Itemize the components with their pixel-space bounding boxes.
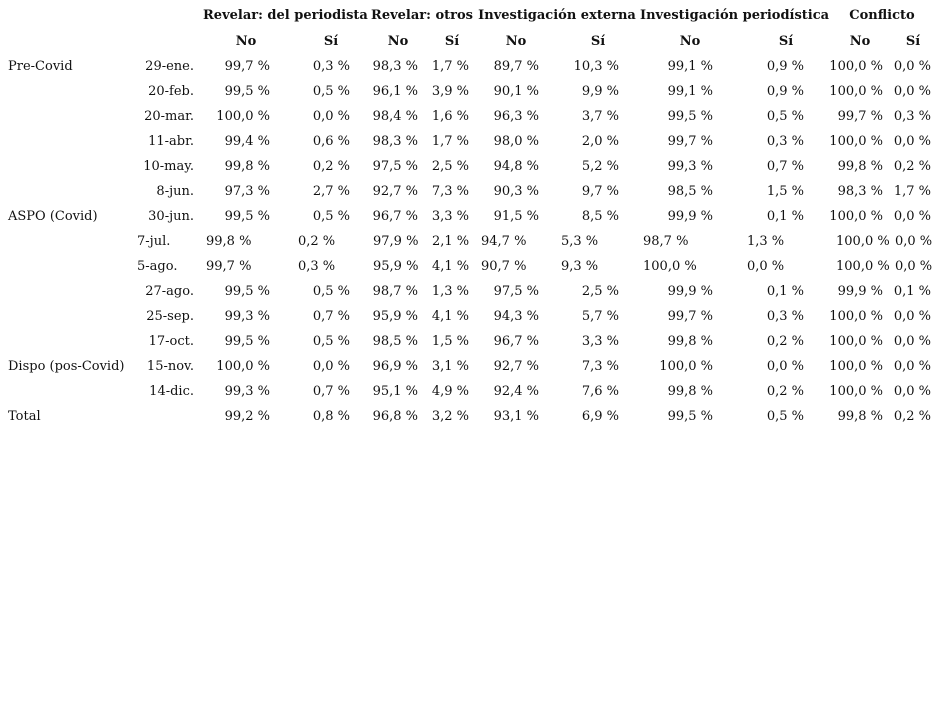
cell-investigacion-externa-si: 2,0 % — [581, 134, 619, 149]
cell-revelar-otros-si: 1,7 % — [431, 59, 469, 74]
cell-revelar-periodista-no: 100,0 % — [216, 109, 270, 124]
cell-revelar-otros-si: 3,2 % — [431, 409, 469, 424]
group-header-revelar-otros: Revelar: otros — [371, 8, 473, 23]
cell-revelar-otros-no: 96,1 % — [372, 84, 418, 99]
date-label: 20-feb. — [148, 84, 194, 99]
cell-conflicto-no: 100,0 % — [829, 359, 883, 374]
cell-investigacion-externa-si: 10,3 % — [573, 59, 619, 74]
cell-conflicto-si: 0,3 % — [893, 109, 931, 124]
table-row — [0, 384, 938, 406]
cell-investigacion-externa-si: 5,3 % — [561, 234, 599, 249]
cell-revelar-otros-si: 7,3 % — [431, 184, 469, 199]
cell-revelar-otros-no: 96,7 % — [372, 209, 418, 224]
cell-revelar-periodista-no: 97,3 % — [224, 184, 270, 199]
cell-conflicto-no: 100,0 % — [829, 384, 883, 399]
cell-revelar-otros-no: 98,3 % — [372, 134, 418, 149]
cell-investigacion-periodistica-si: 0,2 % — [766, 334, 804, 349]
cell-investigacion-periodistica-no: 99,1 % — [667, 84, 713, 99]
cell-revelar-periodista-si: 0,7 % — [312, 384, 350, 399]
cell-revelar-otros-si: 3,1 % — [431, 359, 469, 374]
date-label: 7-jul. — [137, 234, 171, 249]
cell-revelar-otros-si: 4,9 % — [431, 384, 469, 399]
cell-conflicto-no: 100,0 % — [836, 259, 890, 274]
cell-revelar-periodista-si: 0,3 % — [312, 59, 350, 74]
cell-revelar-periodista-si: 0,8 % — [312, 409, 350, 424]
cell-investigacion-periodistica-no: 99,9 % — [667, 209, 713, 224]
sub-header-si: Sí — [778, 34, 794, 49]
sub-header-no: No — [679, 34, 701, 49]
cell-revelar-periodista-no: 99,7 % — [206, 259, 252, 274]
cell-revelar-periodista-no: 99,8 % — [206, 234, 252, 249]
cell-revelar-otros-si: 1,7 % — [431, 134, 469, 149]
date-label: 25-sep. — [146, 309, 194, 324]
cell-conflicto-si: 0,0 % — [893, 84, 931, 99]
cell-investigacion-externa-no: 94,7 % — [481, 234, 527, 249]
date-label: 15-nov. — [146, 359, 194, 374]
cell-investigacion-periodistica-si: 0,0 % — [747, 259, 785, 274]
group-header-investigacion-externa: Investigación externa — [478, 8, 636, 23]
cell-investigacion-periodistica-no: 100,0 % — [659, 359, 713, 374]
cell-revelar-periodista-no: 99,5 % — [224, 209, 270, 224]
cell-investigacion-periodistica-no: 99,5 % — [667, 109, 713, 124]
table-row — [0, 409, 938, 431]
cell-investigacion-externa-si: 9,9 % — [581, 84, 619, 99]
table-row — [0, 209, 938, 231]
cell-conflicto-no: 100,0 % — [829, 309, 883, 324]
cell-revelar-periodista-si: 0,2 % — [312, 159, 350, 174]
cell-investigacion-periodistica-si: 0,3 % — [766, 309, 804, 324]
cell-conflicto-si: 0,0 % — [893, 59, 931, 74]
table-row — [0, 84, 938, 106]
cell-revelar-otros-no: 98,4 % — [372, 109, 418, 124]
cell-investigacion-externa-si: 5,2 % — [581, 159, 619, 174]
date-label: 27-ago. — [145, 284, 194, 299]
cell-conflicto-no: 100,0 % — [829, 134, 883, 149]
table-row — [0, 334, 938, 356]
date-label: 30-jun. — [148, 209, 194, 224]
cell-investigacion-externa-no: 91,5 % — [493, 209, 539, 224]
cell-revelar-otros-no: 98,5 % — [372, 334, 418, 349]
cell-investigacion-externa-no: 90,7 % — [481, 259, 527, 274]
cell-investigacion-externa-no: 93,1 % — [493, 409, 539, 424]
cell-conflicto-no: 98,3 % — [837, 184, 883, 199]
sub-header-si: Sí — [905, 34, 921, 49]
cell-revelar-periodista-si: 0,7 % — [312, 309, 350, 324]
date-label: 14-dic. — [149, 384, 194, 399]
cell-revelar-periodista-no: 99,3 % — [224, 309, 270, 324]
cell-investigacion-periodistica-no: 100,0 % — [643, 259, 697, 274]
cell-revelar-periodista-si: 0,0 % — [312, 109, 350, 124]
cell-revelar-periodista-no: 99,3 % — [224, 384, 270, 399]
table-row — [0, 259, 938, 281]
date-label: 29-ene. — [145, 59, 194, 74]
cell-revelar-otros-si: 2,1 % — [432, 234, 470, 249]
cell-investigacion-externa-no: 94,8 % — [493, 159, 539, 174]
cell-investigacion-externa-si: 7,6 % — [581, 384, 619, 399]
cell-investigacion-periodistica-no: 98,5 % — [667, 184, 713, 199]
cell-investigacion-periodistica-no: 99,8 % — [667, 384, 713, 399]
cell-investigacion-externa-no: 96,7 % — [493, 334, 539, 349]
period-label: Dispo (pos-Covid) — [8, 359, 125, 374]
cell-conflicto-si: 0,1 % — [893, 284, 931, 299]
sub-header-no: No — [505, 34, 527, 49]
cell-conflicto-no: 99,8 % — [837, 159, 883, 174]
period-label: Total — [8, 409, 41, 424]
cell-conflicto-si: 0,0 % — [893, 384, 931, 399]
cell-revelar-otros-no: 96,9 % — [372, 359, 418, 374]
cell-investigacion-externa-si: 2,5 % — [581, 284, 619, 299]
table-row — [0, 359, 938, 381]
cell-investigacion-periodistica-no: 99,5 % — [667, 409, 713, 424]
cell-conflicto-no: 99,9 % — [837, 284, 883, 299]
cell-investigacion-externa-si: 3,7 % — [581, 109, 619, 124]
cell-revelar-otros-no: 98,7 % — [372, 284, 418, 299]
cell-conflicto-si: 0,0 % — [893, 209, 931, 224]
cell-investigacion-externa-no: 90,3 % — [493, 184, 539, 199]
cell-conflicto-si: 0,2 % — [893, 159, 931, 174]
cell-investigacion-periodistica-no: 99,7 % — [667, 134, 713, 149]
cell-revelar-otros-no: 95,9 % — [372, 309, 418, 324]
cell-revelar-periodista-si: 0,5 % — [312, 209, 350, 224]
cell-conflicto-no: 100,0 % — [836, 234, 890, 249]
cell-revelar-periodista-si: 0,5 % — [312, 284, 350, 299]
cell-conflicto-no: 100,0 % — [829, 84, 883, 99]
cell-revelar-periodista-si: 0,5 % — [312, 84, 350, 99]
cell-revelar-otros-no: 97,5 % — [372, 159, 418, 174]
cell-revelar-otros-no: 92,7 % — [372, 184, 418, 199]
sub-header-si: Sí — [323, 34, 339, 49]
cell-revelar-otros-no: 95,9 % — [373, 259, 419, 274]
cell-revelar-periodista-no: 99,2 % — [224, 409, 270, 424]
cell-investigacion-periodistica-si: 0,1 % — [766, 284, 804, 299]
group-header-conflicto: Conflicto — [849, 8, 915, 23]
cell-revelar-otros-no: 98,3 % — [372, 59, 418, 74]
cell-investigacion-periodistica-no: 99,9 % — [667, 284, 713, 299]
cell-investigacion-periodistica-no: 99,1 % — [667, 59, 713, 74]
cell-conflicto-si: 0,0 % — [893, 309, 931, 324]
sub-header-si: Sí — [444, 34, 460, 49]
cell-conflicto-si: 0,0 % — [893, 134, 931, 149]
table-row — [0, 184, 938, 206]
sub-header-no: No — [849, 34, 871, 49]
cell-revelar-periodista-si: 0,5 % — [312, 334, 350, 349]
cell-revelar-otros-si: 3,9 % — [431, 84, 469, 99]
cell-conflicto-si: 0,0 % — [895, 259, 933, 274]
cell-revelar-otros-si: 1,6 % — [431, 109, 469, 124]
cell-revelar-otros-si: 2,5 % — [431, 159, 469, 174]
cell-investigacion-periodistica-si: 0,9 % — [766, 59, 804, 74]
cell-investigacion-periodistica-si: 0,3 % — [766, 134, 804, 149]
date-label: 5-ago. — [137, 259, 178, 274]
cell-conflicto-no: 100,0 % — [829, 59, 883, 74]
date-label: 11-abr. — [148, 134, 194, 149]
cell-revelar-periodista-no: 100,0 % — [216, 359, 270, 374]
cell-investigacion-externa-si: 7,3 % — [581, 359, 619, 374]
cell-conflicto-si: 0,0 % — [893, 334, 931, 349]
cell-investigacion-externa-no: 96,3 % — [493, 109, 539, 124]
cell-revelar-periodista-si: 0,3 % — [298, 259, 336, 274]
cell-investigacion-externa-no: 94,3 % — [493, 309, 539, 324]
cell-revelar-otros-no: 95,1 % — [372, 384, 418, 399]
cell-investigacion-externa-no: 92,4 % — [493, 384, 539, 399]
table-row — [0, 59, 938, 81]
cell-revelar-periodista-no: 99,8 % — [224, 159, 270, 174]
cell-revelar-otros-no: 97,9 % — [373, 234, 419, 249]
table-row — [0, 284, 938, 306]
cell-investigacion-externa-si: 5,7 % — [581, 309, 619, 324]
cell-investigacion-periodistica-no: 99,7 % — [667, 309, 713, 324]
date-label: 8-jun. — [156, 184, 194, 199]
date-label: 10-may. — [143, 159, 194, 174]
cell-revelar-otros-si: 1,3 % — [431, 284, 469, 299]
period-label: ASPO (Covid) — [8, 209, 98, 224]
group-header-investigacion-periodistica: Investigación periodística — [640, 8, 830, 23]
cell-revelar-periodista-si: 0,0 % — [312, 359, 350, 374]
cell-investigacion-periodistica-si: 0,9 % — [766, 84, 804, 99]
cell-investigacion-externa-no: 89,7 % — [493, 59, 539, 74]
cell-revelar-periodista-no: 99,5 % — [224, 334, 270, 349]
cell-revelar-periodista-si: 0,2 % — [298, 234, 336, 249]
cell-conflicto-no: 99,8 % — [837, 409, 883, 424]
cell-investigacion-externa-no: 97,5 % — [493, 284, 539, 299]
cell-investigacion-periodistica-si: 0,0 % — [766, 359, 804, 374]
group-header-revelar-periodista: Revelar: del periodista — [203, 8, 368, 23]
cell-revelar-periodista-no: 99,7 % — [224, 59, 270, 74]
cell-investigacion-externa-si: 3,3 % — [581, 334, 619, 349]
cell-revelar-periodista-no: 99,5 % — [224, 284, 270, 299]
cell-revelar-periodista-si: 0,6 % — [312, 134, 350, 149]
date-label: 20-mar. — [144, 109, 194, 124]
cell-investigacion-externa-si: 8,5 % — [581, 209, 619, 224]
cell-investigacion-periodistica-si: 1,5 % — [766, 184, 804, 199]
table-row — [0, 309, 938, 331]
cell-conflicto-no: 99,7 % — [837, 109, 883, 124]
cell-revelar-otros-si: 4,1 % — [431, 309, 469, 324]
cell-revelar-periodista-no: 99,5 % — [224, 84, 270, 99]
cell-investigacion-externa-si: 9,3 % — [561, 259, 599, 274]
table-row — [0, 109, 938, 131]
cell-investigacion-periodistica-no: 99,3 % — [667, 159, 713, 174]
cell-investigacion-externa-si: 6,9 % — [581, 409, 619, 424]
table-row — [0, 159, 938, 181]
cell-conflicto-si: 1,7 % — [893, 184, 931, 199]
cell-revelar-periodista-no: 99,4 % — [224, 134, 270, 149]
cell-investigacion-periodistica-si: 0,2 % — [766, 384, 804, 399]
sub-header-si: Sí — [590, 34, 606, 49]
cell-investigacion-externa-no: 92,7 % — [493, 359, 539, 374]
cell-revelar-otros-si: 1,5 % — [431, 334, 469, 349]
cell-investigacion-externa-no: 90,1 % — [493, 84, 539, 99]
cell-conflicto-si: 0,0 % — [893, 359, 931, 374]
cell-conflicto-no: 100,0 % — [829, 334, 883, 349]
table-row — [0, 134, 938, 156]
date-label: 17-oct. — [148, 334, 194, 349]
cell-revelar-otros-si: 3,3 % — [431, 209, 469, 224]
cell-investigacion-periodistica-si: 0,1 % — [766, 209, 804, 224]
sub-header-no: No — [387, 34, 409, 49]
cell-conflicto-si: 0,0 % — [895, 234, 933, 249]
sub-header-no: No — [235, 34, 257, 49]
cell-conflicto-no: 100,0 % — [829, 209, 883, 224]
cell-revelar-periodista-si: 2,7 % — [312, 184, 350, 199]
cell-investigacion-periodistica-si: 0,7 % — [766, 159, 804, 174]
cell-investigacion-periodistica-no: 99,8 % — [667, 334, 713, 349]
cell-investigacion-periodistica-si: 1,3 % — [747, 234, 785, 249]
cell-revelar-otros-si: 4,1 % — [432, 259, 470, 274]
cell-conflicto-si: 0,2 % — [893, 409, 931, 424]
period-label: Pre-Covid — [8, 59, 73, 74]
cell-investigacion-periodistica-si: 0,5 % — [766, 109, 804, 124]
cell-investigacion-periodistica-no: 98,7 % — [643, 234, 689, 249]
table-row — [0, 234, 938, 256]
cell-investigacion-externa-no: 98,0 % — [493, 134, 539, 149]
cell-investigacion-externa-si: 9,7 % — [581, 184, 619, 199]
cell-revelar-otros-no: 96,8 % — [372, 409, 418, 424]
cell-investigacion-periodistica-si: 0,5 % — [766, 409, 804, 424]
